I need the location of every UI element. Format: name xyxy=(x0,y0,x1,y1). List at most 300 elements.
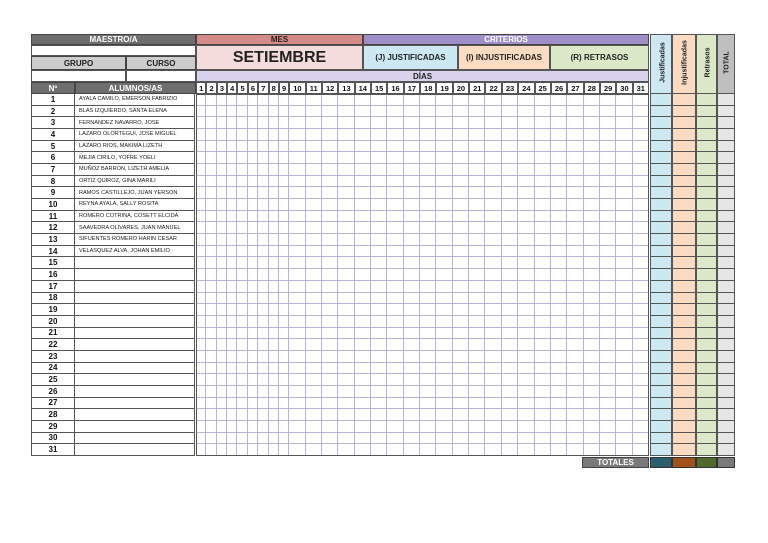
attendance-cell[interactable] xyxy=(355,141,371,153)
student-name[interactable] xyxy=(75,293,195,305)
attendance-cell[interactable] xyxy=(355,386,371,398)
attendance-cell[interactable] xyxy=(404,386,420,398)
attendance-cell[interactable] xyxy=(420,293,436,305)
student-name[interactable] xyxy=(75,304,195,316)
attendance-cell[interactable] xyxy=(371,106,387,118)
attendance-cell[interactable] xyxy=(485,328,501,340)
attendance-cell[interactable] xyxy=(518,421,534,433)
student-name[interactable]: LAZARO RIOS, MAKIMA LIZETH xyxy=(75,141,195,153)
attendance-cell[interactable] xyxy=(371,409,387,421)
attendance-cell[interactable] xyxy=(420,398,436,410)
attendance-cell[interactable] xyxy=(404,293,420,305)
attendance-cell[interactable] xyxy=(355,211,371,223)
attendance-cell[interactable] xyxy=(306,246,322,258)
attendance-cell[interactable] xyxy=(518,444,534,456)
attendance-cell[interactable] xyxy=(217,421,227,433)
attendance-cell[interactable] xyxy=(258,363,268,375)
attendance-cell[interactable] xyxy=(469,211,485,223)
attendance-cell[interactable] xyxy=(633,106,649,118)
attendance-cell[interactable] xyxy=(322,328,338,340)
attendance-cell[interactable] xyxy=(338,351,354,363)
attendance-cell[interactable] xyxy=(404,141,420,153)
attendance-cell[interactable] xyxy=(633,222,649,234)
attendance-cell[interactable] xyxy=(535,94,551,106)
attendance-cell[interactable] xyxy=(616,409,632,421)
attendance-cell[interactable] xyxy=(404,164,420,176)
attendance-cell[interactable] xyxy=(404,152,420,164)
attendance-cell[interactable] xyxy=(535,246,551,258)
attendance-cell[interactable] xyxy=(306,199,322,211)
attendance-cell[interactable] xyxy=(485,94,501,106)
attendance-cell[interactable] xyxy=(206,374,216,386)
attendance-cell[interactable] xyxy=(436,129,452,141)
attendance-cell[interactable] xyxy=(387,328,403,340)
attendance-cell[interactable] xyxy=(237,363,247,375)
attendance-cell[interactable] xyxy=(567,293,583,305)
attendance-cell[interactable] xyxy=(551,374,567,386)
attendance-cell[interactable] xyxy=(387,269,403,281)
attendance-cell[interactable] xyxy=(616,316,632,328)
attendance-cell[interactable] xyxy=(633,211,649,223)
attendance-cell[interactable] xyxy=(306,363,322,375)
attendance-cell[interactable] xyxy=(436,94,452,106)
attendance-cell[interactable] xyxy=(469,444,485,456)
attendance-cell[interactable] xyxy=(436,141,452,153)
attendance-cell[interactable] xyxy=(502,433,518,445)
attendance-cell[interactable] xyxy=(322,257,338,269)
attendance-cell[interactable] xyxy=(237,269,247,281)
student-name[interactable] xyxy=(75,409,195,421)
attendance-cell[interactable] xyxy=(217,374,227,386)
attendance-cell[interactable] xyxy=(371,187,387,199)
attendance-cell[interactable] xyxy=(535,304,551,316)
attendance-cell[interactable] xyxy=(206,117,216,129)
attendance-cell[interactable] xyxy=(289,386,305,398)
attendance-cell[interactable] xyxy=(420,106,436,118)
attendance-cell[interactable] xyxy=(436,176,452,188)
attendance-cell[interactable] xyxy=(567,199,583,211)
attendance-cell[interactable] xyxy=(502,363,518,375)
student-name[interactable] xyxy=(75,421,195,433)
attendance-cell[interactable] xyxy=(248,129,258,141)
attendance-cell[interactable] xyxy=(306,421,322,433)
attendance-cell[interactable] xyxy=(387,304,403,316)
attendance-cell[interactable] xyxy=(584,293,600,305)
attendance-cell[interactable] xyxy=(289,281,305,293)
attendance-cell[interactable] xyxy=(616,374,632,386)
attendance-cell[interactable] xyxy=(196,328,206,340)
attendance-cell[interactable] xyxy=(196,106,206,118)
attendance-cell[interactable] xyxy=(355,409,371,421)
student-name[interactable] xyxy=(75,433,195,445)
attendance-cell[interactable] xyxy=(279,164,289,176)
attendance-cell[interactable] xyxy=(469,281,485,293)
attendance-cell[interactable] xyxy=(535,199,551,211)
attendance-cell[interactable] xyxy=(237,421,247,433)
attendance-cell[interactable] xyxy=(196,374,206,386)
attendance-cell[interactable] xyxy=(248,339,258,351)
attendance-cell[interactable] xyxy=(551,199,567,211)
attendance-cell[interactable] xyxy=(206,211,216,223)
attendance-cell[interactable] xyxy=(196,129,206,141)
attendance-cell[interactable] xyxy=(217,152,227,164)
attendance-cell[interactable] xyxy=(453,106,469,118)
attendance-cell[interactable] xyxy=(338,316,354,328)
attendance-cell[interactable] xyxy=(436,187,452,199)
attendance-cell[interactable] xyxy=(616,211,632,223)
attendance-cell[interactable] xyxy=(387,141,403,153)
attendance-cell[interactable] xyxy=(237,152,247,164)
attendance-cell[interactable] xyxy=(600,234,616,246)
attendance-cell[interactable] xyxy=(469,246,485,258)
attendance-cell[interactable] xyxy=(633,234,649,246)
student-name[interactable]: ORTIZ QUIROZ, GINA MARILI xyxy=(75,176,195,188)
attendance-cell[interactable] xyxy=(535,316,551,328)
attendance-cell[interactable] xyxy=(387,351,403,363)
attendance-cell[interactable] xyxy=(485,141,501,153)
attendance-cell[interactable] xyxy=(338,94,354,106)
attendance-cell[interactable] xyxy=(616,363,632,375)
attendance-cell[interactable] xyxy=(196,141,206,153)
attendance-cell[interactable] xyxy=(269,281,279,293)
attendance-cell[interactable] xyxy=(248,293,258,305)
attendance-cell[interactable] xyxy=(584,222,600,234)
attendance-cell[interactable] xyxy=(584,304,600,316)
attendance-cell[interactable] xyxy=(289,257,305,269)
attendance-cell[interactable] xyxy=(258,211,268,223)
attendance-cell[interactable] xyxy=(206,409,216,421)
attendance-cell[interactable] xyxy=(258,293,268,305)
attendance-cell[interactable] xyxy=(404,421,420,433)
attendance-cell[interactable] xyxy=(306,409,322,421)
attendance-cell[interactable] xyxy=(258,444,268,456)
attendance-cell[interactable] xyxy=(237,164,247,176)
attendance-cell[interactable] xyxy=(436,398,452,410)
attendance-cell[interactable] xyxy=(633,199,649,211)
attendance-cell[interactable] xyxy=(196,293,206,305)
attendance-cell[interactable] xyxy=(322,211,338,223)
attendance-cell[interactable] xyxy=(355,351,371,363)
attendance-cell[interactable] xyxy=(453,409,469,421)
attendance-cell[interactable] xyxy=(269,187,279,199)
attendance-cell[interactable] xyxy=(196,234,206,246)
attendance-cell[interactable] xyxy=(371,421,387,433)
attendance-cell[interactable] xyxy=(567,257,583,269)
attendance-cell[interactable] xyxy=(258,199,268,211)
attendance-cell[interactable] xyxy=(258,152,268,164)
attendance-cell[interactable] xyxy=(616,164,632,176)
attendance-cell[interactable] xyxy=(485,176,501,188)
attendance-cell[interactable] xyxy=(269,106,279,118)
attendance-cell[interactable] xyxy=(227,152,237,164)
attendance-cell[interactable] xyxy=(404,222,420,234)
attendance-cell[interactable] xyxy=(387,374,403,386)
attendance-cell[interactable] xyxy=(227,269,237,281)
attendance-cell[interactable] xyxy=(567,141,583,153)
attendance-cell[interactable] xyxy=(289,269,305,281)
attendance-cell[interactable] xyxy=(306,94,322,106)
attendance-cell[interactable] xyxy=(616,257,632,269)
attendance-cell[interactable] xyxy=(269,339,279,351)
attendance-cell[interactable] xyxy=(453,363,469,375)
attendance-cell[interactable] xyxy=(306,176,322,188)
attendance-cell[interactable] xyxy=(485,222,501,234)
attendance-cell[interactable] xyxy=(258,141,268,153)
attendance-cell[interactable] xyxy=(355,106,371,118)
attendance-cell[interactable] xyxy=(518,339,534,351)
attendance-cell[interactable] xyxy=(551,386,567,398)
attendance-cell[interactable] xyxy=(404,106,420,118)
attendance-cell[interactable] xyxy=(453,199,469,211)
attendance-cell[interactable] xyxy=(453,152,469,164)
attendance-cell[interactable] xyxy=(600,199,616,211)
attendance-cell[interactable] xyxy=(338,117,354,129)
attendance-cell[interactable] xyxy=(518,94,534,106)
attendance-cell[interactable] xyxy=(436,281,452,293)
attendance-cell[interactable] xyxy=(551,409,567,421)
attendance-cell[interactable] xyxy=(633,433,649,445)
attendance-cell[interactable] xyxy=(237,433,247,445)
attendance-cell[interactable] xyxy=(633,351,649,363)
attendance-cell[interactable] xyxy=(600,281,616,293)
student-name[interactable] xyxy=(75,386,195,398)
attendance-cell[interactable] xyxy=(269,374,279,386)
attendance-cell[interactable] xyxy=(237,117,247,129)
attendance-cell[interactable] xyxy=(600,222,616,234)
attendance-cell[interactable] xyxy=(535,117,551,129)
attendance-cell[interactable] xyxy=(338,246,354,258)
attendance-cell[interactable] xyxy=(248,363,258,375)
attendance-cell[interactable] xyxy=(600,211,616,223)
attendance-cell[interactable] xyxy=(371,257,387,269)
attendance-cell[interactable] xyxy=(227,316,237,328)
attendance-cell[interactable] xyxy=(217,444,227,456)
attendance-cell[interactable] xyxy=(217,304,227,316)
attendance-cell[interactable] xyxy=(502,106,518,118)
attendance-cell[interactable] xyxy=(616,444,632,456)
attendance-cell[interactable] xyxy=(217,269,227,281)
attendance-cell[interactable] xyxy=(502,117,518,129)
attendance-cell[interactable] xyxy=(551,304,567,316)
attendance-cell[interactable] xyxy=(371,304,387,316)
attendance-cell[interactable] xyxy=(633,328,649,340)
attendance-cell[interactable] xyxy=(502,304,518,316)
attendance-cell[interactable] xyxy=(453,386,469,398)
attendance-cell[interactable] xyxy=(535,328,551,340)
attendance-cell[interactable] xyxy=(485,398,501,410)
attendance-cell[interactable] xyxy=(502,246,518,258)
attendance-cell[interactable] xyxy=(289,351,305,363)
attendance-cell[interactable] xyxy=(196,433,206,445)
attendance-cell[interactable] xyxy=(518,141,534,153)
attendance-cell[interactable] xyxy=(248,409,258,421)
attendance-cell[interactable] xyxy=(279,363,289,375)
attendance-cell[interactable] xyxy=(633,374,649,386)
attendance-cell[interactable] xyxy=(227,94,237,106)
attendance-cell[interactable] xyxy=(237,129,247,141)
attendance-cell[interactable] xyxy=(404,374,420,386)
attendance-cell[interactable] xyxy=(338,176,354,188)
attendance-cell[interactable] xyxy=(248,386,258,398)
attendance-cell[interactable] xyxy=(322,117,338,129)
attendance-cell[interactable] xyxy=(196,94,206,106)
attendance-cell[interactable] xyxy=(306,106,322,118)
attendance-cell[interactable] xyxy=(404,281,420,293)
attendance-cell[interactable] xyxy=(258,187,268,199)
attendance-cell[interactable] xyxy=(322,386,338,398)
attendance-cell[interactable] xyxy=(206,351,216,363)
attendance-cell[interactable] xyxy=(206,328,216,340)
attendance-cell[interactable] xyxy=(518,117,534,129)
attendance-cell[interactable] xyxy=(485,363,501,375)
attendance-cell[interactable] xyxy=(279,421,289,433)
attendance-cell[interactable] xyxy=(633,409,649,421)
attendance-cell[interactable] xyxy=(404,257,420,269)
attendance-cell[interactable] xyxy=(584,164,600,176)
attendance-cell[interactable] xyxy=(502,94,518,106)
attendance-cell[interactable] xyxy=(436,222,452,234)
attendance-cell[interactable] xyxy=(600,106,616,118)
attendance-cell[interactable] xyxy=(584,363,600,375)
attendance-cell[interactable] xyxy=(485,409,501,421)
attendance-cell[interactable] xyxy=(616,187,632,199)
attendance-cell[interactable] xyxy=(600,257,616,269)
attendance-cell[interactable] xyxy=(502,374,518,386)
attendance-cell[interactable] xyxy=(387,421,403,433)
attendance-cell[interactable] xyxy=(387,246,403,258)
attendance-cell[interactable] xyxy=(258,328,268,340)
attendance-cell[interactable] xyxy=(551,246,567,258)
attendance-cell[interactable] xyxy=(616,94,632,106)
attendance-cell[interactable] xyxy=(258,351,268,363)
attendance-cell[interactable] xyxy=(206,246,216,258)
attendance-cell[interactable] xyxy=(322,398,338,410)
attendance-cell[interactable] xyxy=(633,316,649,328)
attendance-cell[interactable] xyxy=(485,117,501,129)
attendance-cell[interactable] xyxy=(404,444,420,456)
attendance-cell[interactable] xyxy=(237,339,247,351)
attendance-cell[interactable] xyxy=(227,339,237,351)
attendance-cell[interactable] xyxy=(371,129,387,141)
attendance-cell[interactable] xyxy=(436,421,452,433)
curso-field[interactable] xyxy=(126,70,196,82)
attendance-cell[interactable] xyxy=(196,164,206,176)
attendance-cell[interactable] xyxy=(206,152,216,164)
student-name[interactable] xyxy=(75,398,195,410)
attendance-cell[interactable] xyxy=(633,293,649,305)
attendance-cell[interactable] xyxy=(206,141,216,153)
attendance-cell[interactable] xyxy=(633,269,649,281)
attendance-cell[interactable] xyxy=(535,187,551,199)
attendance-cell[interactable] xyxy=(436,363,452,375)
attendance-cell[interactable] xyxy=(258,117,268,129)
attendance-cell[interactable] xyxy=(502,199,518,211)
attendance-cell[interactable] xyxy=(248,269,258,281)
attendance-cell[interactable] xyxy=(551,433,567,445)
attendance-cell[interactable] xyxy=(338,398,354,410)
attendance-cell[interactable] xyxy=(404,246,420,258)
attendance-cell[interactable] xyxy=(518,187,534,199)
attendance-cell[interactable] xyxy=(518,234,534,246)
attendance-cell[interactable] xyxy=(289,339,305,351)
attendance-cell[interactable] xyxy=(633,281,649,293)
attendance-cell[interactable] xyxy=(355,339,371,351)
attendance-cell[interactable] xyxy=(453,351,469,363)
attendance-cell[interactable] xyxy=(535,176,551,188)
attendance-cell[interactable] xyxy=(436,444,452,456)
attendance-cell[interactable] xyxy=(469,257,485,269)
attendance-cell[interactable] xyxy=(387,433,403,445)
attendance-cell[interactable] xyxy=(584,339,600,351)
attendance-cell[interactable] xyxy=(258,129,268,141)
attendance-cell[interactable] xyxy=(485,234,501,246)
attendance-cell[interactable] xyxy=(485,339,501,351)
attendance-cell[interactable] xyxy=(237,94,247,106)
attendance-cell[interactable] xyxy=(338,433,354,445)
attendance-cell[interactable] xyxy=(567,211,583,223)
attendance-cell[interactable] xyxy=(567,328,583,340)
attendance-cell[interactable] xyxy=(237,222,247,234)
attendance-cell[interactable] xyxy=(371,281,387,293)
attendance-cell[interactable] xyxy=(206,187,216,199)
attendance-cell[interactable] xyxy=(600,269,616,281)
attendance-cell[interactable] xyxy=(387,222,403,234)
attendance-cell[interactable] xyxy=(322,269,338,281)
attendance-cell[interactable] xyxy=(371,433,387,445)
attendance-cell[interactable] xyxy=(322,94,338,106)
attendance-cell[interactable] xyxy=(535,409,551,421)
attendance-cell[interactable] xyxy=(279,246,289,258)
attendance-cell[interactable] xyxy=(404,211,420,223)
attendance-cell[interactable] xyxy=(584,409,600,421)
attendance-cell[interactable] xyxy=(633,176,649,188)
attendance-cell[interactable] xyxy=(322,433,338,445)
attendance-cell[interactable] xyxy=(217,234,227,246)
attendance-cell[interactable] xyxy=(306,234,322,246)
attendance-cell[interactable] xyxy=(404,398,420,410)
attendance-cell[interactable] xyxy=(633,257,649,269)
attendance-cell[interactable] xyxy=(322,106,338,118)
attendance-cell[interactable] xyxy=(279,386,289,398)
attendance-cell[interactable] xyxy=(338,281,354,293)
attendance-cell[interactable] xyxy=(206,281,216,293)
attendance-cell[interactable] xyxy=(196,269,206,281)
attendance-cell[interactable] xyxy=(355,257,371,269)
attendance-cell[interactable] xyxy=(469,293,485,305)
attendance-cell[interactable] xyxy=(616,234,632,246)
attendance-cell[interactable] xyxy=(196,257,206,269)
attendance-cell[interactable] xyxy=(227,281,237,293)
attendance-cell[interactable] xyxy=(279,176,289,188)
attendance-cell[interactable] xyxy=(279,433,289,445)
attendance-cell[interactable] xyxy=(633,421,649,433)
attendance-cell[interactable] xyxy=(600,141,616,153)
attendance-cell[interactable] xyxy=(279,398,289,410)
attendance-cell[interactable] xyxy=(387,199,403,211)
attendance-cell[interactable] xyxy=(633,304,649,316)
attendance-cell[interactable] xyxy=(584,152,600,164)
attendance-cell[interactable] xyxy=(248,304,258,316)
attendance-cell[interactable] xyxy=(469,316,485,328)
attendance-cell[interactable] xyxy=(404,328,420,340)
attendance-cell[interactable] xyxy=(355,199,371,211)
attendance-cell[interactable] xyxy=(237,187,247,199)
student-name[interactable]: LAZARO OLORTEGUI, JOSE MIGUEL xyxy=(75,129,195,141)
attendance-cell[interactable] xyxy=(217,176,227,188)
attendance-cell[interactable] xyxy=(322,444,338,456)
attendance-cell[interactable] xyxy=(535,398,551,410)
attendance-cell[interactable] xyxy=(420,187,436,199)
